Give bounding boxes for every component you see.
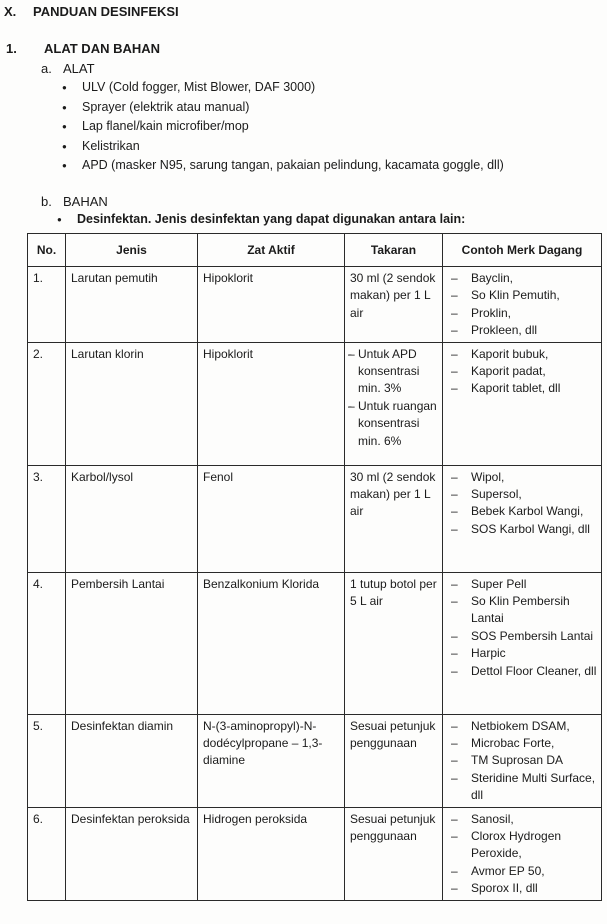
cell-no: 6. — [28, 807, 66, 900]
cell-no: 4. — [28, 572, 66, 714]
merk-item: – Proklin, — [447, 305, 597, 322]
cell-zat: Hipoklorit — [198, 342, 345, 465]
cell-zat: Hidrogen peroksida — [198, 807, 345, 900]
cell-jenis: Desinfektan peroksida — [66, 807, 198, 900]
header-zat-aktif: Zat Aktif — [198, 234, 345, 267]
merk-item: – Netbiokem DSAM, — [447, 718, 597, 735]
subsection-b-title: BAHAN — [63, 194, 108, 209]
merk-item: – TM Suprosan DA — [447, 752, 597, 769]
cell-zat: Fenol — [198, 465, 345, 572]
subsection-b-letter: b. — [41, 194, 52, 209]
cell-takaran: 1 tutup botol per 5 L air — [345, 572, 443, 714]
alat-item: ● Lap flanel/kain microfiber/mop — [60, 117, 504, 137]
alat-list — [60, 78, 504, 176]
merk-item: – Sanosil, — [447, 811, 597, 828]
merk-item: – Kaporit bubuk, — [447, 346, 597, 363]
table-row — [28, 807, 602, 900]
merk-item: – Harpic — [447, 645, 597, 662]
cell-jenis: Desinfektan diamin — [66, 714, 198, 807]
section-number: 1. — [6, 41, 17, 56]
merk-item: – Supersol, — [447, 486, 597, 503]
header-merk: Contoh Merk Dagang — [443, 234, 602, 267]
subsection-a-title: ALAT — [63, 61, 95, 76]
chapter-title: PANDUAN DESINFEKSI — [33, 4, 179, 19]
table-row — [28, 342, 602, 465]
merk-item: – Avmor EP 50, — [447, 863, 597, 880]
table-row — [28, 714, 602, 807]
cell-no: 2. — [28, 342, 66, 465]
cell-jenis: Pembersih Lantai — [66, 572, 198, 714]
table-row — [28, 572, 602, 714]
cell-merk — [443, 465, 602, 572]
cell-jenis: Larutan klorin — [66, 342, 198, 465]
cell-takaran: 30 ml (2 sendok makan) per 1 L air — [345, 465, 443, 572]
merk-item: – Steridine Multi Surface, dll — [447, 770, 597, 805]
cell-jenis: Karbol/lysol — [66, 465, 198, 572]
merk-item: – Super Pell — [447, 576, 597, 593]
alat-item: ● ULV (Cold fogger, Mist Blower, DAF 3000) — [60, 78, 504, 98]
merk-item: – Sporox II, dll — [447, 880, 597, 897]
cell-merk — [443, 267, 602, 343]
cell-no: 5. — [28, 714, 66, 807]
merk-item: – Dettol Floor Cleaner, dll — [447, 663, 597, 680]
merk-item: – So Klin Pembersih Lantai — [447, 593, 597, 628]
table-header-row — [28, 234, 602, 267]
table-row — [28, 267, 602, 343]
merk-item: – Microbac Forte, — [447, 735, 597, 752]
merk-item: – Prokleen, dll — [447, 322, 597, 339]
cell-takaran: 30 ml (2 sendok makan) per 1 L air — [345, 267, 443, 343]
takaran-item: – - Untuk ruangan konsentrasi min. 6% — [348, 398, 438, 450]
merk-item: – SOS Karbol Wangi, dll — [447, 521, 597, 538]
header-jenis: Jenis — [66, 234, 198, 267]
takaran-item: – - Untuk APD konsentrasi min. 3% — [348, 346, 438, 398]
cell-merk — [443, 342, 602, 465]
alat-item: ● Sprayer (elektrik atau manual) — [60, 98, 504, 118]
cell-merk — [443, 714, 602, 807]
cell-no: 1. — [28, 267, 66, 343]
cell-merk — [443, 572, 602, 714]
subsection-a-letter: a. — [41, 61, 52, 76]
cell-zat: N-(3-aminopropyl)-N-dodécylpropane – 1,3-diamine — [198, 714, 345, 807]
cell-zat: Benzalkonium Klorida — [198, 572, 345, 714]
table-row — [28, 465, 602, 572]
cell-no: 3. — [28, 465, 66, 572]
alat-item: ● APD (masker N95, sarung tangan, pakaian pelindung, kacamata goggle, dll) — [60, 156, 504, 176]
cell-jenis: Larutan pemutih — [66, 267, 198, 343]
merk-item: – Bebek Karbol Wangi, — [447, 503, 597, 520]
disinfectant-table — [27, 233, 602, 901]
chapter-number: X. — [4, 4, 17, 19]
section-title: ALAT DAN BAHAN — [44, 41, 161, 56]
merk-item: – SOS Pembersih Lantai — [447, 628, 597, 645]
cell-zat: Hipoklorit — [198, 267, 345, 343]
merk-item: – Kaporit padat, — [447, 363, 597, 380]
merk-item: – Bayclin, — [447, 270, 597, 287]
merk-item: – So Klin Pemutih, — [447, 287, 597, 304]
merk-item: – Wipol, — [447, 469, 597, 486]
cell-takaran — [345, 342, 443, 465]
header-no: No. — [28, 234, 66, 267]
cell-merk — [443, 807, 602, 900]
alat-item: ● Kelistrikan — [60, 137, 504, 157]
bahan-list — [55, 210, 465, 230]
header-takaran: Takaran — [345, 234, 443, 267]
bahan-intro: ● Desinfektan. Jenis desinfektan yang dapat digunakan antara lain: — [55, 210, 465, 230]
cell-takaran: Sesuai petunjuk penggunaan — [345, 714, 443, 807]
cell-takaran: Sesuai petunjuk penggunaan — [345, 807, 443, 900]
merk-item: – Clorox Hydrogen Peroxide, — [447, 828, 597, 863]
merk-item: – Kaporit tablet, dll — [447, 380, 597, 397]
